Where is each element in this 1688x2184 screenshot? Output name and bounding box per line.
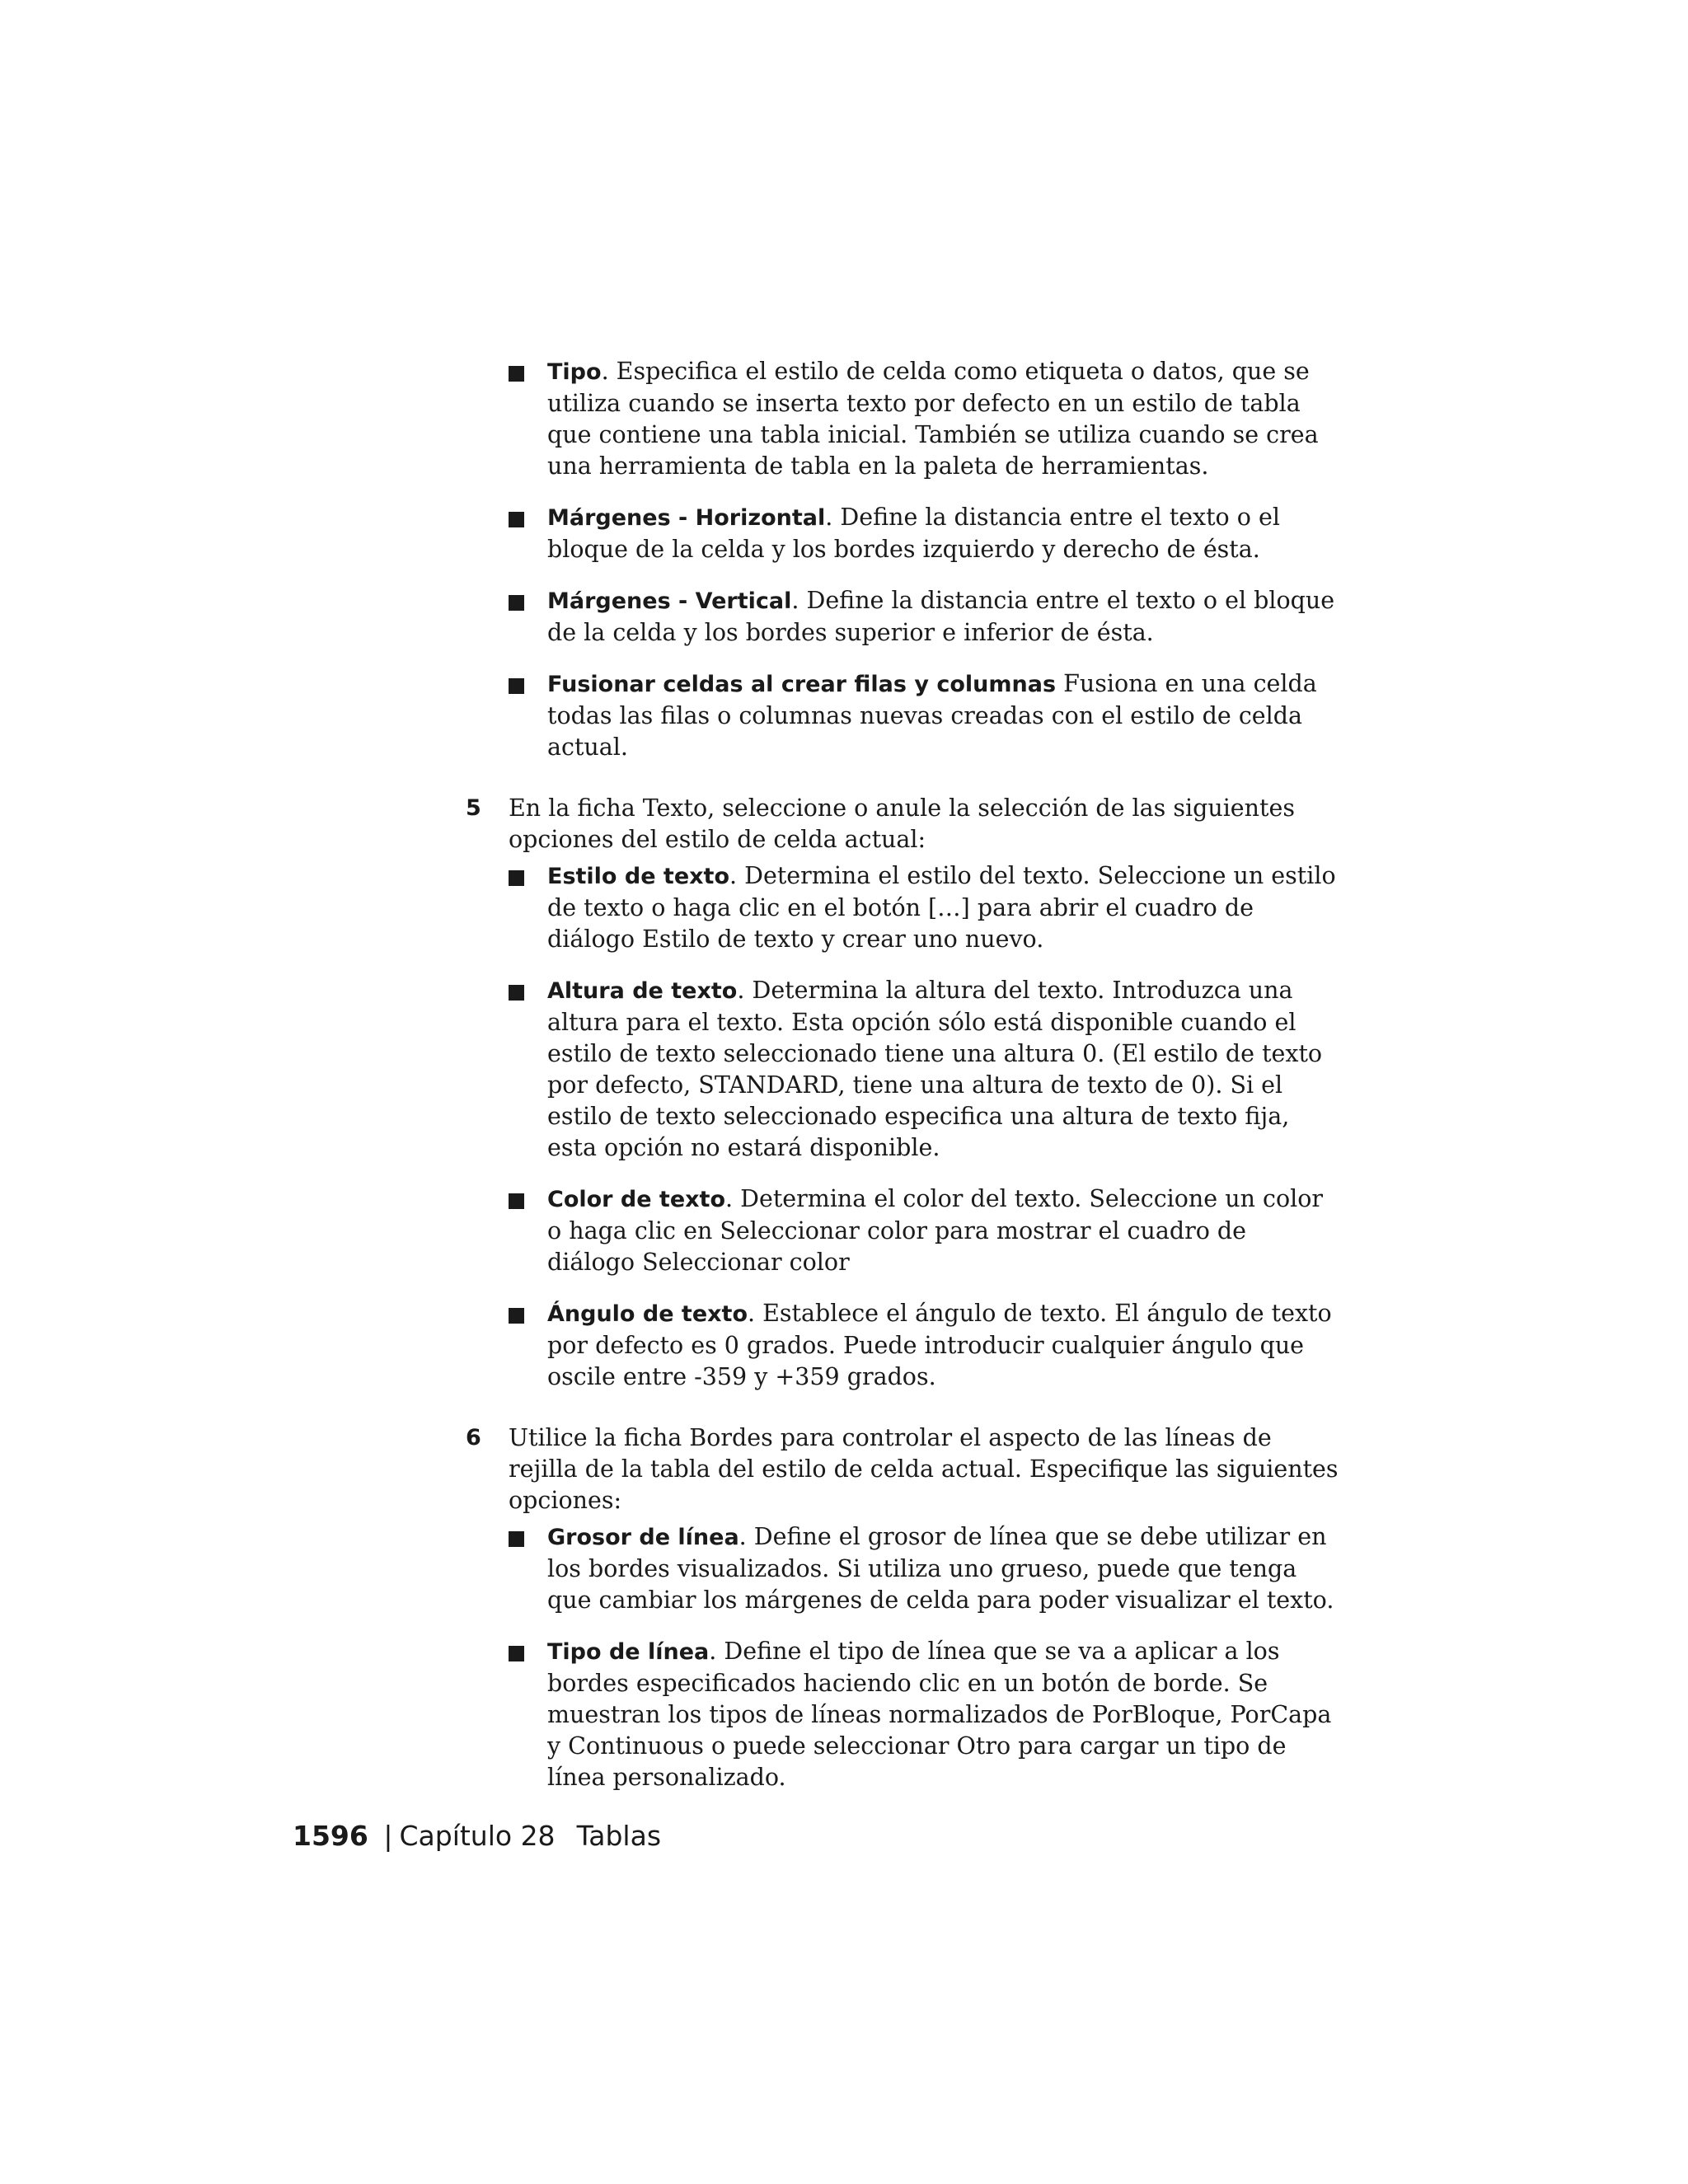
step-6 bbox=[466, 1422, 1339, 1793]
square-bullet-icon bbox=[509, 870, 524, 886]
option-description: . Define la distancia entre el texto o el bloque de la celda y los bordes superior e inferior de ésta. bbox=[547, 587, 1335, 646]
option-term: Ángulo de texto bbox=[547, 1301, 748, 1327]
option-term: Márgenes - Vertical bbox=[547, 588, 792, 614]
option-term: Tipo bbox=[547, 359, 602, 385]
option-description: . Establece el ángulo de texto. El ángulo de texto por defecto es 0 grados. Puede introducir cualquier ángulo que oscile entre -359 y +359 grados. bbox=[547, 1300, 1332, 1390]
page-number: 1596 bbox=[293, 1820, 368, 1852]
option-term: Color de texto bbox=[547, 1187, 726, 1212]
step-text: En la ficha Texto, seleccione o anule la selección de las siguientes opciones del estilo de celda actual: bbox=[509, 794, 1295, 853]
list-item bbox=[509, 668, 1339, 763]
list-item bbox=[509, 585, 1339, 649]
option-description: . Determina el color del texto. Seleccione un color o haga clic en Seleccionar color para mostrar el cuadro de diálogo Seleccionar color bbox=[547, 1185, 1323, 1276]
list-item bbox=[509, 1298, 1339, 1393]
option-description: Fusiona en una celda todas las filas o columnas nuevas creadas con el estilo de celda actual. bbox=[547, 670, 1317, 761]
square-bullet-icon bbox=[509, 678, 524, 694]
list-item bbox=[509, 975, 1339, 1164]
option-description: . Determina la altura del texto. Introduzca una altura para el texto. Esta opción sólo está disponible cuando el estilo de texto seleccionado tiene una altura 0. (El estilo de texto por defecto, STANDARD, tiene una altura de texto de 0). Si el estilo de texto seleccionado especifica una altura de texto fija, esta opción no estará disponible. bbox=[547, 977, 1323, 1161]
list-item bbox=[509, 1521, 1339, 1616]
list-item bbox=[509, 356, 1339, 482]
step-6-bullet-list bbox=[509, 1521, 1339, 1793]
square-bullet-icon bbox=[509, 512, 524, 527]
chapter-label: Capítulo 28 bbox=[399, 1820, 556, 1852]
option-description: . Define el tipo de línea que se va a aplicar a los bordes especificados haciendo clic en un botón de borde. Se muestran los tipos de líneas normalizados de PorBloque, PorCapa y Continuous o puede seleccionar Otro para cargar un tipo de línea personalizado. bbox=[547, 1638, 1332, 1791]
square-bullet-icon bbox=[509, 1531, 524, 1547]
option-description: . Define la distancia entre el texto o el bloque de la celda y los bordes izquierdo y derecho de ésta. bbox=[547, 504, 1280, 563]
option-term: Altura de texto bbox=[547, 978, 738, 1004]
step-5-bullet-list bbox=[509, 860, 1339, 1393]
step-5 bbox=[466, 793, 1339, 1393]
step-number: 5 bbox=[466, 795, 481, 821]
page-footer bbox=[293, 1818, 661, 1854]
square-bullet-icon bbox=[509, 1308, 524, 1324]
chapter-title: Tablas bbox=[576, 1820, 662, 1852]
square-bullet-icon bbox=[509, 985, 524, 1001]
option-description: . Define el grosor de línea que se debe utilizar en los bordes visualizados. Si utiliza uno grueso, puede que tenga que cambiar los márgenes de celda para poder visualizar el texto. bbox=[547, 1523, 1334, 1614]
list-item bbox=[509, 502, 1339, 565]
option-description: . Determina el estilo del texto. Seleccione un estilo de texto o haga clic en el botón […] para abrir el cuadro de diálogo Estilo de texto y crear uno nuevo. bbox=[547, 862, 1336, 953]
step-text: Utilice la ficha Bordes para controlar el aspecto de las líneas de rejilla de la tabla del estilo de celda actual. Especifique las siguientes opciones: bbox=[509, 1424, 1339, 1514]
list-item bbox=[509, 860, 1339, 955]
square-bullet-icon bbox=[509, 595, 524, 611]
option-term: Tipo de línea bbox=[547, 1639, 710, 1665]
top-bullet-list bbox=[466, 356, 1339, 763]
footer-separator: | bbox=[383, 1820, 393, 1852]
option-term: Fusionar celdas al crear filas y columnas bbox=[547, 672, 1057, 697]
option-term: Grosor de línea bbox=[547, 1525, 739, 1550]
square-bullet-icon bbox=[509, 1193, 524, 1209]
option-term: Márgenes - Horizontal bbox=[547, 505, 826, 531]
option-description: . Especifica el estilo de celda como etiqueta o datos, que se utiliza cuando se inserta texto por defecto en un estilo de tabla que contiene una tabla inicial. También se utiliza cuando se crea una herramienta de tabla en la paleta de herramientas. bbox=[547, 358, 1319, 480]
list-item bbox=[509, 1636, 1339, 1793]
option-term: Estilo de texto bbox=[547, 864, 730, 889]
square-bullet-icon bbox=[509, 366, 524, 382]
page-content bbox=[466, 356, 1339, 1813]
square-bullet-icon bbox=[509, 1646, 524, 1661]
step-number: 6 bbox=[466, 1425, 481, 1451]
list-item bbox=[509, 1183, 1339, 1278]
